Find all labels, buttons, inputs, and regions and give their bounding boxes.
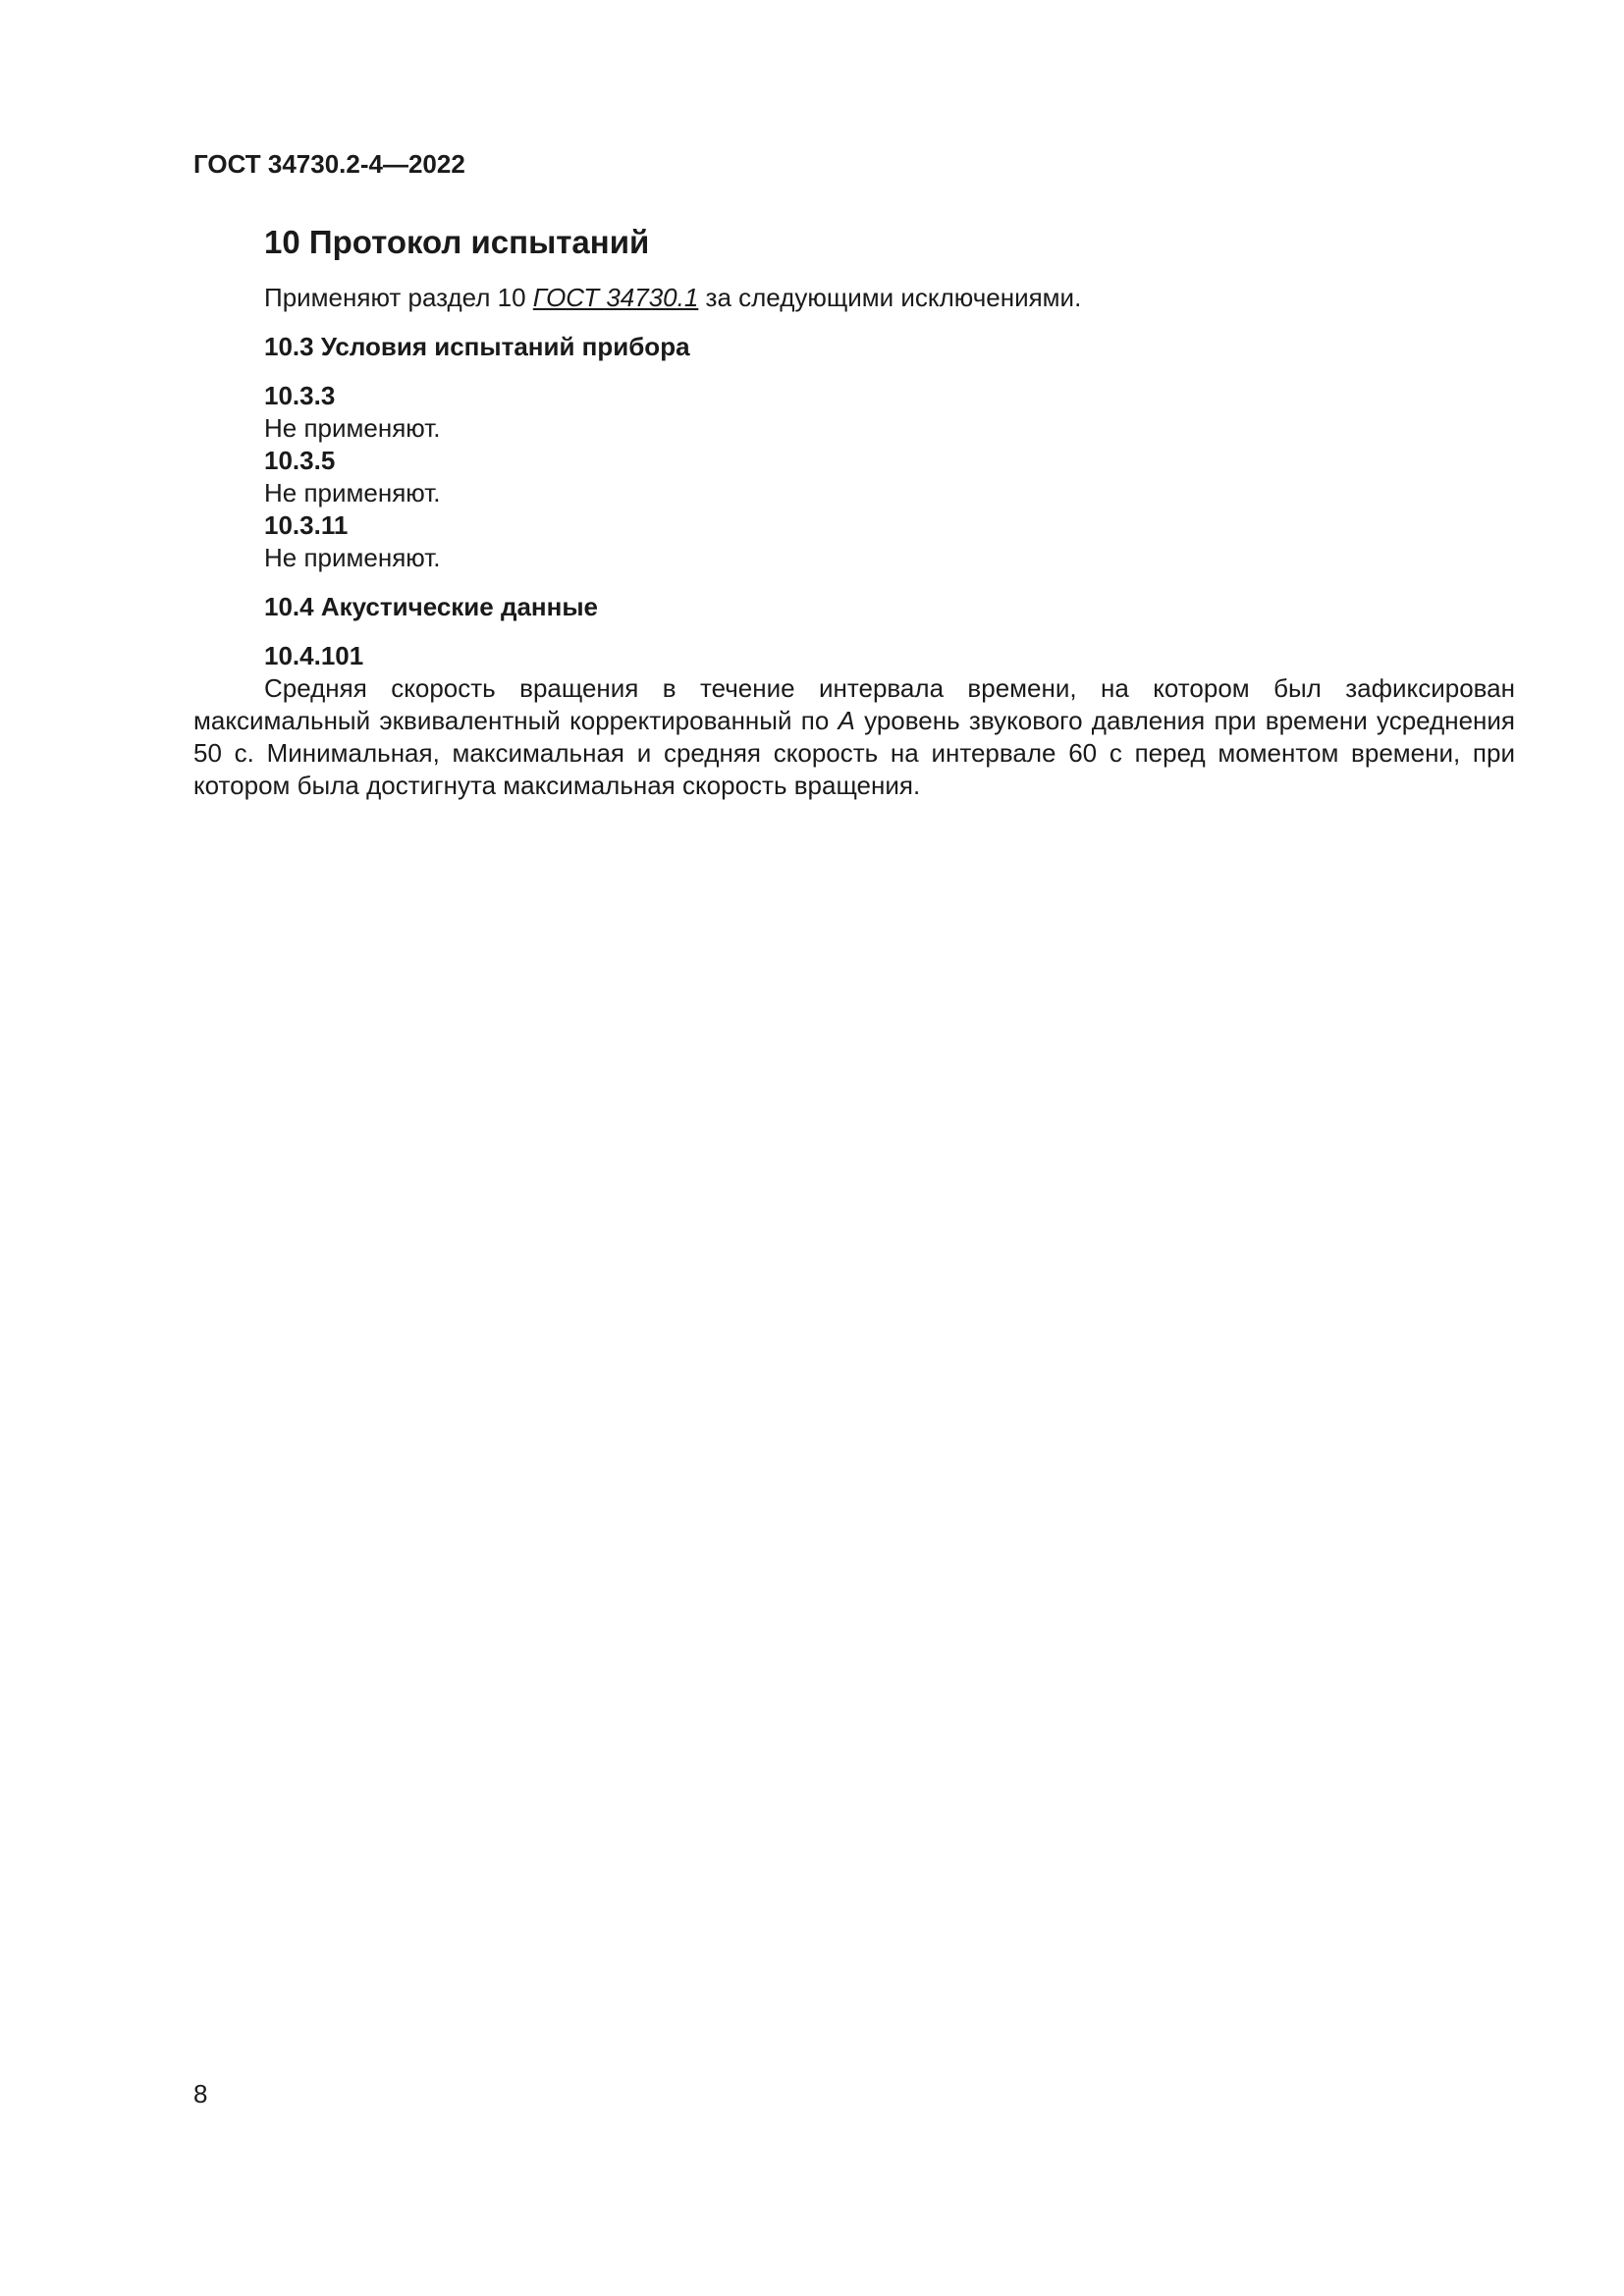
page-content bbox=[193, 221, 1515, 802]
section-10-title: 10 Протокол испытаний bbox=[264, 224, 650, 260]
section-10-4-title: 10.4 Акустические данные bbox=[264, 592, 598, 621]
clause-text: Не применяют. bbox=[264, 543, 441, 572]
section-10-4 bbox=[193, 591, 1515, 802]
gost-reference-link[interactable]: ГОСТ 34730.1 bbox=[532, 283, 699, 312]
paragraph-italic-letter: А bbox=[838, 706, 855, 735]
clause-text: Не применяют. bbox=[264, 478, 441, 507]
clause-number: 10.4.101 bbox=[264, 641, 364, 670]
section-10-3 bbox=[193, 331, 1515, 574]
document-code: ГОСТ 34730.2-4—2022 bbox=[193, 149, 465, 179]
clause-number: 10.3.11 bbox=[264, 510, 349, 540]
section-10 bbox=[193, 221, 1515, 314]
section-10-3-title: 10.3 Условия испытаний прибора bbox=[264, 332, 690, 361]
clause-paragraph bbox=[193, 672, 1515, 802]
section-10-intro bbox=[264, 282, 1515, 314]
intro-text-after: за следующими исключениями. bbox=[698, 283, 1082, 312]
paragraph-text-before: Средняя скорость вращения в течение интервала времени, на котором был зафиксирован максимальный эквивалентный корректированный по bbox=[193, 673, 1515, 735]
clause-number: 10.3.3 bbox=[264, 381, 336, 410]
paragraph-text-after: уровень звукового давления при времени усреднения 50 с. Минимальная, максимальная и средняя скорость на интервале 60 с перед моментом времени, при котором была достигнута максимальная скорость вращения. bbox=[193, 706, 1515, 800]
clause-number: 10.3.5 bbox=[264, 446, 336, 475]
intro-text-before: Применяют раздел 10 bbox=[264, 283, 533, 312]
page-number: 8 bbox=[193, 2079, 208, 2109]
clause-text: Не применяют. bbox=[264, 413, 441, 443]
